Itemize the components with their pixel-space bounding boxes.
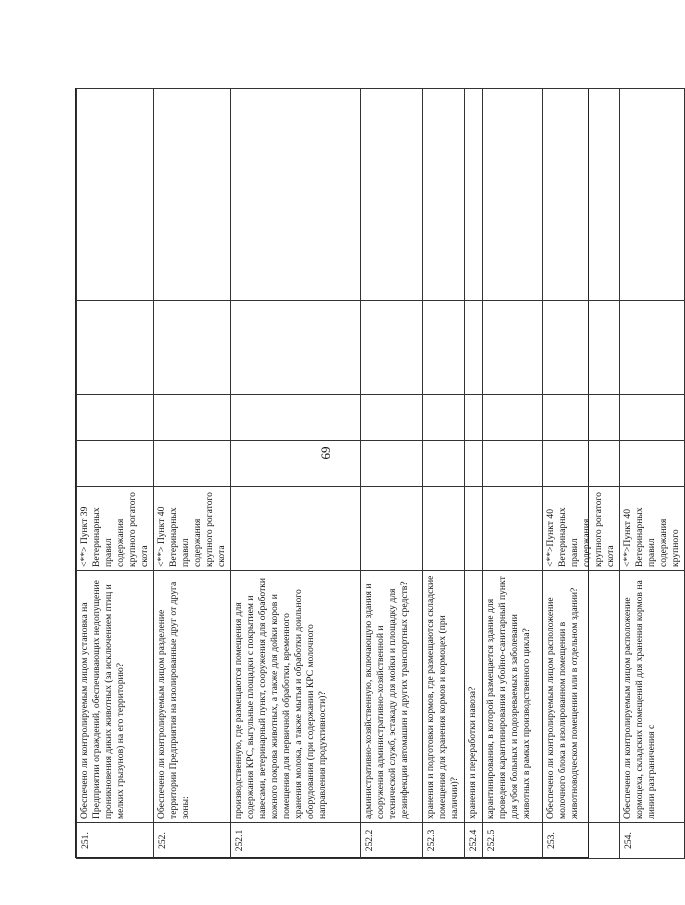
row-question: Обеспечено ли контролируемым лицом установка на Предприятии ограждений, обеспечивающих недопущение проникновения диких животных (за исключением птиц и мелких грызунов) на его территорию? — [77, 571, 154, 823]
row-number: 251. — [77, 823, 154, 859]
row-empty-cell — [231, 301, 361, 395]
row-number: 252.2 — [361, 823, 423, 859]
table-row — [465, 89, 483, 859]
page-number: 69 — [318, 446, 333, 460]
row-empty-cell — [77, 441, 154, 487]
row-question: Обеспечено ли контролируемым лицом расположение молочного блока в изолированном помещении в животноводческом помещении или в отдельном здании? — [543, 571, 620, 823]
row-empty-cell — [543, 395, 620, 441]
row-empty-cell — [620, 395, 685, 441]
table-row — [231, 89, 361, 859]
table-row — [154, 89, 231, 859]
row-empty-cell — [620, 441, 685, 487]
row-empty-cell — [154, 301, 231, 395]
row-empty-cell — [465, 441, 483, 487]
row-number: 252.4 — [465, 823, 483, 859]
row-reference: <**>Пункт 40 Ветеринарных правил содержания крупного рогатого скота — [543, 487, 620, 571]
row-empty-cell — [231, 89, 361, 301]
row-empty-cell — [154, 89, 231, 301]
row-empty-cell — [154, 395, 231, 441]
row-reference — [465, 487, 483, 571]
row-empty-cell — [231, 441, 361, 487]
row-empty-cell — [483, 89, 543, 301]
table-row — [543, 89, 620, 859]
row-number: 252.3 — [423, 823, 465, 859]
row-question: Обеспечено ли контролируемым лицом расположение кормоцеха, складских помещений для хранения кормов на линии разграничения с — [620, 571, 685, 823]
row-number: 253. — [543, 823, 620, 859]
row-empty-cell — [361, 395, 423, 441]
row-number: 252. — [154, 823, 231, 859]
row-empty-cell — [423, 301, 465, 395]
checklist-body — [77, 89, 685, 859]
row-question: хранения и переработки навоза? — [465, 571, 483, 823]
row-number: 252.1 — [231, 823, 361, 859]
row-empty-cell — [423, 89, 465, 301]
row-reference — [361, 487, 423, 571]
row-empty-cell — [77, 301, 154, 395]
row-question: производственную, где размещаются помещения для содержания КРС, выгульные площадки с покрытием и навесами, ветеринарный пункт, сооружения для обработки кожного покрова животных, а также для дойки коров и помещения для первичной обработки, временного хранения молока, а также мытья и обработки доильного оборудования (при содержании КРС молочного направления продуктивности)? — [231, 571, 361, 823]
table-row — [423, 89, 465, 859]
row-empty-cell — [465, 89, 483, 301]
table-row — [77, 89, 154, 859]
row-question: административно-хозяйственную, включающую здания и сооружения административно-хозяйственной и технической служб, эстакаду для мойки и площадку для дезинфекции автомашин и других транспортных средств? — [361, 571, 423, 823]
row-empty-cell — [361, 89, 423, 301]
row-reference: <**>Пункт 40 Ветеринарных правил содержания крупного — [620, 487, 685, 571]
checklist-table-frame — [75, 88, 681, 858]
row-empty-cell — [483, 301, 543, 395]
row-empty-cell — [543, 301, 620, 395]
row-reference: <**> Пункт 39 Ветеринарных правил содержания крупного рогатого скота — [77, 487, 154, 571]
row-empty-cell — [620, 301, 685, 395]
row-reference — [231, 487, 361, 571]
row-question: Обеспечено ли контролируемым лицом разделение территории Предприятия на изолированные друг от друга зоны: — [154, 571, 231, 823]
row-empty-cell — [543, 89, 620, 301]
table-row — [361, 89, 423, 859]
row-empty-cell — [465, 301, 483, 395]
row-empty-cell — [483, 441, 543, 487]
row-empty-cell — [77, 89, 154, 301]
row-reference: <**> Пункт 40 Ветеринарных правил содержания крупного рогатого скота — [154, 487, 231, 571]
row-reference — [483, 487, 543, 571]
row-number: 254. — [620, 823, 685, 859]
row-question: карантинирования, в которой размещается здание для проведения карантинирования и убойно-санитарный пункт для убоя больных и подозреваемых в заболевании животных в рамках производственного цикла? — [483, 571, 543, 823]
row-reference — [423, 487, 465, 571]
row-empty-cell — [465, 395, 483, 441]
row-empty-cell — [543, 441, 620, 487]
row-empty-cell — [231, 395, 361, 441]
table-row — [483, 89, 543, 859]
row-empty-cell — [620, 89, 685, 301]
row-number: 252.5 — [483, 823, 543, 859]
checklist-table — [76, 88, 685, 859]
checklist-table-rotated — [76, 89, 681, 859]
row-empty-cell — [423, 441, 465, 487]
row-empty-cell — [361, 441, 423, 487]
row-empty-cell — [423, 395, 465, 441]
row-empty-cell — [154, 441, 231, 487]
table-row — [620, 89, 685, 859]
row-empty-cell — [77, 395, 154, 441]
row-empty-cell — [361, 301, 423, 395]
row-question: хранения и подготовки кормов, где размещаются складские помещения для хранения кормов и кормоцех (при наличии)? — [423, 571, 465, 823]
row-empty-cell — [483, 395, 543, 441]
